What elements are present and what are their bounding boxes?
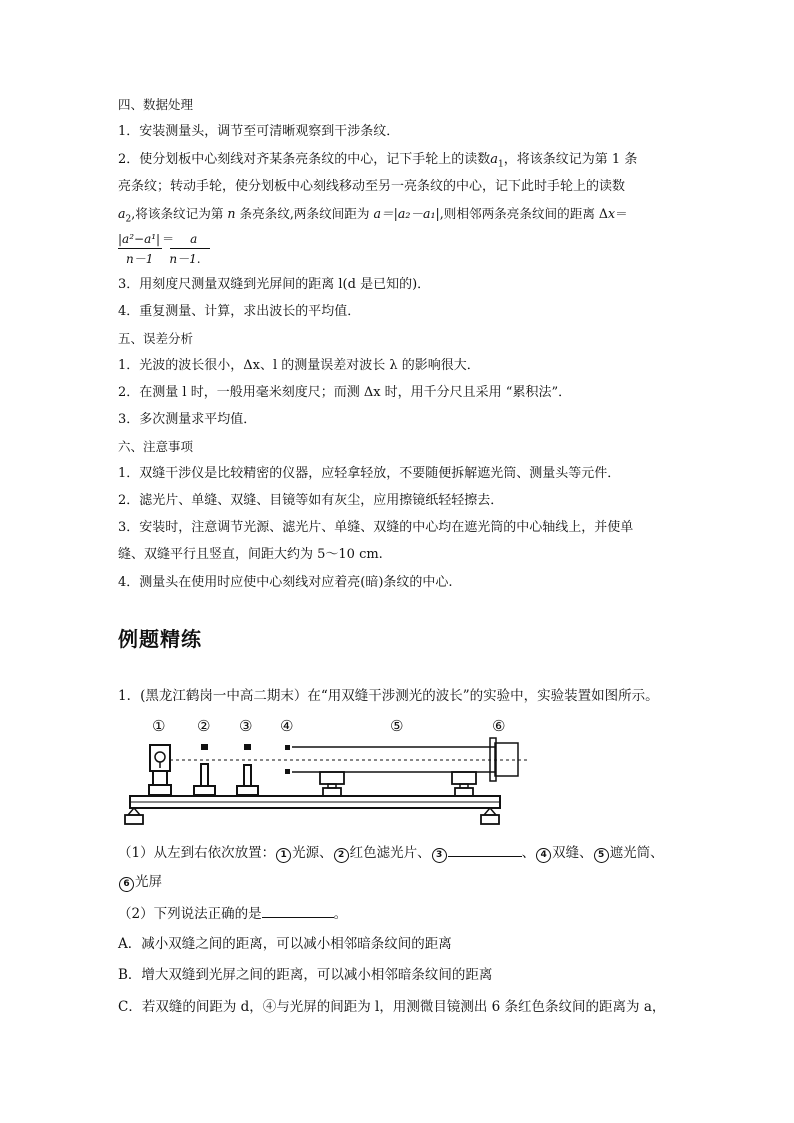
step-4: 4．重复测量、计算，求出波长的平均值．	[118, 304, 361, 319]
fraction-bar-2	[170, 248, 210, 249]
single-slit-element	[244, 744, 251, 750]
apparatus-label-6: ⑥	[492, 717, 506, 735]
step-2-line-2: 亮条纹；转动手轮，使分划板中心刻线移动至另一亮条纹的中心，记下此时手轮上的读数	[118, 179, 626, 194]
note-3-line-2: 缝、双缝平行且竖直，间距大约为 5～10 cm.	[118, 547, 383, 562]
answer-blank-2[interactable]	[262, 905, 334, 918]
apparatus-label-3: ③	[239, 717, 253, 735]
double-slit-apparatus-diagram	[120, 735, 540, 830]
fraction-bar-1	[118, 248, 162, 249]
question-1-stem: 1．(黑龙江鹤岗一中高二期末）在“用双缝干涉测光的波长”的实验中，实验装置如图所示。	[118, 688, 659, 704]
step-2-line-1: 2．使分划板中心刻线对齐某条亮条纹的中心，记下手轮上的读数$a_1$，将该条纹记为第 1 条	[118, 152, 638, 170]
step-2-line-3: $a_2$,将该条纹记为第 n 条亮条纹,两条纹间距为 a＝|a₂－a₁|,则相邻两条亮条纹间的距离 Δx＝	[118, 206, 628, 225]
light-bulb	[155, 752, 165, 762]
apparatus-label-4: ④	[280, 717, 294, 735]
section-title-error-analysis: 五、误差分析	[118, 331, 194, 346]
error-3: 3．多次测量求平均值．	[118, 412, 257, 427]
fraction-denominator: n－1 n－1.	[126, 252, 201, 266]
answer-blank-3[interactable]	[448, 844, 522, 857]
filter-element	[201, 744, 208, 750]
step-3: 3．用刻度尺测量双缝到光屏间的距离 l(d 是已知的)．	[118, 277, 431, 292]
question-1-part-1-cont: 6 光屏	[118, 874, 162, 892]
apparatus-label-2: ②	[197, 717, 211, 735]
example-heading: 例题精练	[118, 627, 202, 651]
question-1-part-2: （2）下列说法正确的是 。	[118, 906, 348, 922]
section-title-notes: 六、注意事项	[118, 439, 194, 454]
fraction-numerator: |a²−a¹| ＝ a	[118, 232, 198, 246]
apparatus-label-1: ①	[152, 717, 166, 735]
apparatus-label-5: ⑤	[390, 717, 404, 735]
section-title-data-processing: 四、数据处理	[118, 97, 194, 112]
question-1-part-1: （1）从左到右依次放置： 1 光源、 2 红色滤光片、 3 、 4 双缝、 5 遮光筒、	[118, 845, 664, 861]
option-a[interactable]: A．减小双缝之间的距离，可以减小相邻暗条纹间的距离	[118, 936, 452, 952]
step-1: 1．安装测量头，调节至可清晰观察到干涉条纹．	[118, 124, 400, 139]
error-2: 2．在测量 l 时，一般用毫米刻度尺；而测 Δx 时，用千分尺且采用 “累积法”．	[118, 385, 572, 400]
double-slit-element	[285, 745, 290, 750]
note-4: 4．测量头在使用时应使中心刻线对应着亮(暗)条纹的中心.	[118, 575, 453, 590]
error-1: 1．光波的波长很小，Δx、l 的测量误差对波长 λ 的影响很大．	[118, 358, 480, 373]
note-2: 2．滤光片、单缝、双缝、目镜等如有灰尘，应用擦镜纸轻轻擦去．	[118, 493, 504, 508]
option-c[interactable]: C．若双缝的间距为 d，④与光屏的间距为 l，用测微目镜测出 6 条红色条纹间的距离为 a，	[118, 999, 666, 1015]
note-3-line-1: 3．安装时，注意调节光源、滤光片、单缝、双缝的中心均在遮光筒的中心轴线上，并使单	[118, 520, 634, 535]
option-b[interactable]: B．增大双缝到光屏之间的距离，可以减小相邻暗条纹间的距离	[118, 967, 493, 983]
note-1: 1．双缝干涉仪是比较精密的仪器，应轻拿轻放，不要随便拆解遮光筒、测量头等元件．	[118, 466, 621, 481]
